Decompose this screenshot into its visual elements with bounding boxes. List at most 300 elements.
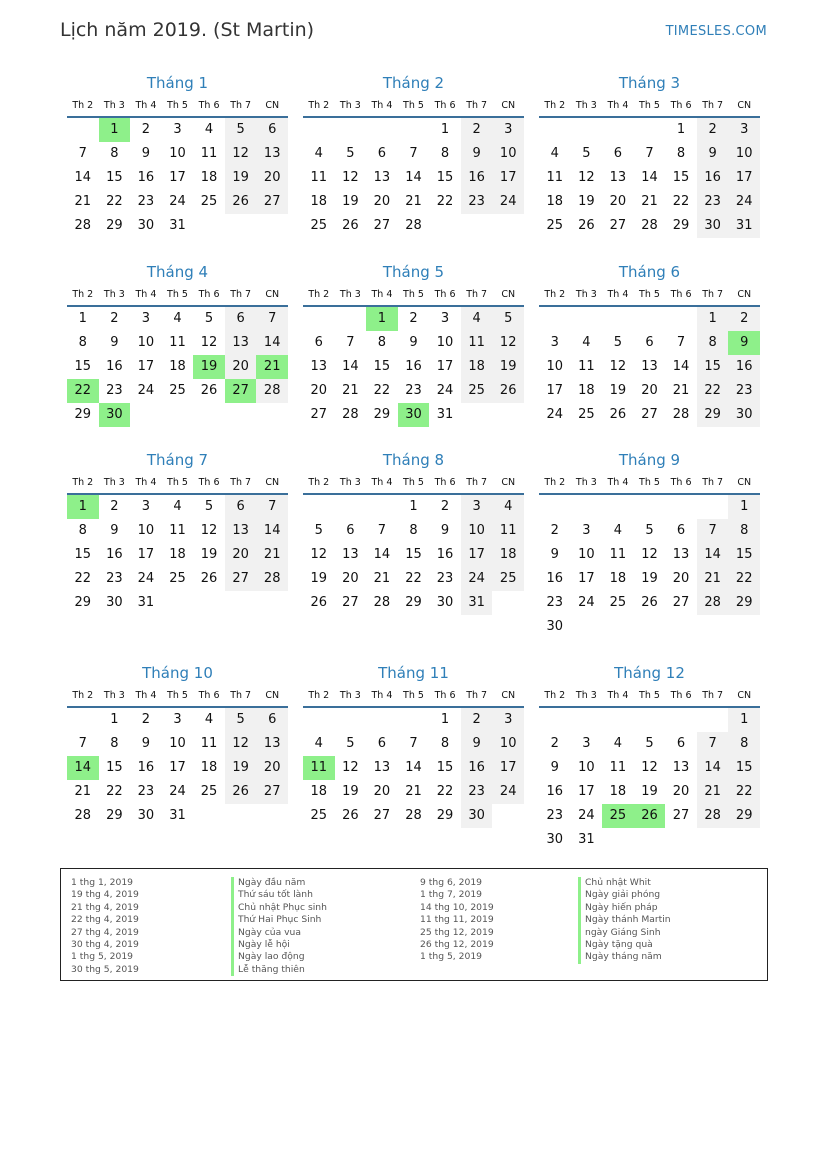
holiday-day-cell: 22 — [67, 379, 99, 403]
weekday-label: Th 5 — [403, 689, 424, 701]
day-cell: 9 — [550, 760, 559, 775]
weekday-label: Th 5 — [167, 99, 188, 111]
day-cell: 23 — [106, 383, 123, 398]
empty-cell — [634, 708, 666, 732]
month-name: Tháng 1 — [146, 74, 209, 92]
day-cell: 16 — [106, 547, 123, 562]
day-cell: 17 — [169, 760, 186, 775]
weekday-label: Th 6 — [198, 476, 220, 488]
weekday-label: Th 3 — [575, 99, 597, 111]
day-cell: 9 — [461, 142, 493, 166]
holiday-day-cell: 1 — [366, 307, 398, 331]
day-cell: 24 — [728, 190, 760, 214]
day-cell: 8 — [78, 523, 87, 538]
day-cell: 25 — [310, 808, 328, 823]
weekday-label: Th 3 — [103, 288, 125, 300]
day-cell: 5 — [492, 307, 524, 331]
weekday-header — [539, 471, 760, 495]
weekday-label: Th 2 — [544, 476, 566, 488]
weekday-label: Th 4 — [135, 689, 157, 701]
day-cell: 11 — [578, 359, 595, 374]
weekday-label: Th 6 — [434, 99, 456, 111]
day-cell: 1 — [728, 495, 760, 519]
day-cell: 8 — [409, 523, 418, 538]
day-cell: 22 — [106, 194, 123, 209]
day-cell: 7 — [256, 307, 288, 331]
day-cell: 11 — [492, 519, 524, 543]
day-cell: 6 — [676, 523, 686, 538]
legend-entry: 30 thg 5, 2019 — [71, 963, 139, 975]
weekday-header — [303, 684, 524, 708]
day-cell: 7 — [676, 335, 686, 350]
day-cell: 13 — [256, 142, 288, 166]
day-cell: 5 — [645, 523, 654, 538]
day-cell: 3 — [582, 736, 591, 751]
day-cell: 27 — [672, 808, 690, 823]
holiday-day-cell: 26 — [634, 804, 666, 828]
day-cell: 13 — [256, 732, 288, 756]
weekday-label: Th 3 — [339, 99, 361, 111]
weekday-label: Th 7 — [702, 689, 724, 701]
day-cell: 15 — [373, 359, 391, 374]
day-cell: 6 — [256, 708, 288, 732]
weekday-label: Th 3 — [103, 99, 125, 111]
day-cell: 29 — [74, 595, 92, 610]
day-cell: 29 — [728, 591, 760, 615]
day-cell: 28 — [672, 407, 690, 422]
day-cell: 13 — [672, 547, 690, 562]
day-cell: 8 — [676, 146, 686, 161]
empty-cell — [335, 118, 367, 142]
weekday-label: Th 2 — [544, 99, 566, 111]
day-cell: 7 — [409, 736, 418, 751]
day-cell: 24 — [578, 595, 595, 610]
holiday-day-cell: 9 — [728, 331, 760, 355]
weekday-label: Th 3 — [339, 476, 361, 488]
weekday-label: Th 3 — [103, 476, 125, 488]
day-cell: 24 — [169, 194, 186, 209]
day-cell: 9 — [141, 736, 151, 751]
day-cell: 18 — [461, 355, 493, 379]
weekday-label: Th 7 — [466, 476, 488, 488]
day-cell: 5 — [225, 118, 257, 142]
weekday-label: Th 2 — [72, 288, 94, 300]
day-cell: 31 — [728, 214, 760, 238]
weekday-label: Th 3 — [575, 689, 597, 701]
day-cell: 22 — [697, 379, 729, 403]
day-cell: 17 — [492, 166, 524, 190]
legend-entry: 21 thg 4, 2019 — [71, 901, 139, 913]
day-cell: 10 — [169, 736, 186, 751]
empty-cell — [539, 118, 571, 142]
day-cell: 14 — [342, 359, 359, 374]
weekday-header — [303, 94, 524, 118]
day-cell: 21 — [342, 383, 359, 398]
legend-entry: 25 thg 12, 2019 — [420, 926, 494, 938]
weekday-label: Th 7 — [466, 689, 488, 701]
day-cell: 28 — [697, 804, 729, 828]
empty-cell — [602, 307, 634, 331]
page-title: Lịch năm 2019. (St Martin) — [60, 19, 315, 41]
day-cell: 30 — [106, 595, 123, 610]
weekday-label: CN — [501, 476, 516, 488]
empty-cell — [303, 307, 335, 331]
day-cell: 22 — [436, 784, 454, 799]
weekday-label: Th 4 — [607, 288, 629, 300]
day-cell: 1 — [676, 122, 686, 137]
brand-link[interactable]: TIMESLES.COM — [665, 24, 767, 39]
day-cell: 18 — [310, 784, 328, 799]
day-cell: 22 — [106, 784, 123, 799]
day-cell: 2 — [440, 499, 450, 514]
day-cell: 17 — [461, 543, 493, 567]
day-cell: 26 — [641, 595, 658, 610]
holiday-day-cell: 21 — [256, 355, 288, 379]
day-cell: 3 — [173, 122, 182, 137]
day-cell: 29 — [74, 407, 92, 422]
empty-cell — [366, 708, 398, 732]
weekday-label: Th 5 — [639, 476, 660, 488]
day-cell: 16 — [137, 760, 155, 775]
day-cell: 30 — [546, 619, 564, 634]
day-cell: 23 — [137, 784, 155, 799]
holiday-day-cell: 25 — [602, 804, 634, 828]
day-cell: 28 — [405, 808, 422, 823]
legend-entry: Chủ nhật Whit — [578, 877, 671, 889]
day-cell: 17 — [728, 166, 760, 190]
legend-entry: Ngày tặng quà — [578, 939, 671, 951]
day-cell: 22 — [436, 194, 454, 209]
day-cell: 25 — [169, 383, 186, 398]
weekday-label: Th 3 — [575, 288, 597, 300]
day-cell: 24 — [546, 407, 564, 422]
day-cell: 28 — [74, 218, 92, 233]
day-cell: 9 — [697, 142, 729, 166]
day-cell: 16 — [546, 784, 564, 799]
legend-entry: 1 thg 5, 2019 — [71, 951, 134, 963]
month-name: Tháng 4 — [146, 263, 209, 281]
day-cell: 29 — [672, 218, 690, 233]
empty-cell — [571, 495, 603, 519]
day-grid — [539, 708, 760, 852]
weekday-label: Th 6 — [198, 689, 220, 701]
day-cell: 16 — [546, 571, 564, 586]
month-block — [67, 259, 288, 427]
day-cell: 24 — [492, 190, 524, 214]
day-cell: 3 — [582, 523, 591, 538]
day-cell: 27 — [310, 407, 328, 422]
day-cell: 2 — [550, 736, 559, 751]
month-name: Tháng 11 — [378, 664, 449, 682]
holiday-day-cell: 11 — [303, 756, 335, 780]
holiday-day-cell: 30 — [398, 403, 430, 427]
empty-cell — [571, 307, 603, 331]
legend-entry: 11 thg 11, 2019 — [420, 914, 494, 926]
weekday-label: Th 6 — [434, 689, 456, 701]
day-cell: 17 — [137, 359, 155, 374]
day-cell: 8 — [697, 331, 729, 355]
day-cell: 3 — [461, 495, 493, 519]
day-grid — [67, 708, 288, 828]
day-cell: 5 — [204, 499, 214, 514]
legend-entry: Ngày thánh Martin — [578, 914, 671, 926]
day-cell: 14 — [641, 170, 658, 185]
day-cell: 12 — [641, 760, 658, 775]
day-cell: 29 — [436, 808, 454, 823]
day-cell: 7 — [377, 523, 387, 538]
day-cell: 12 — [200, 523, 218, 538]
day-cell: 31 — [436, 407, 454, 422]
day-cell: 8 — [377, 335, 387, 350]
legend-entry: Lễ thăng thiên — [231, 964, 327, 976]
month-block — [303, 70, 524, 238]
day-grid — [303, 495, 524, 615]
day-cell: 1 — [440, 122, 450, 137]
day-cell: 16 — [697, 166, 729, 190]
day-cell: 1 — [78, 311, 87, 326]
legend-entry: Ngày lễ hội — [231, 939, 327, 951]
day-cell: 10 — [169, 146, 186, 161]
month-block — [303, 447, 524, 615]
day-cell: 18 — [578, 383, 595, 398]
day-cell: 2 — [110, 311, 119, 326]
day-cell: 1 — [409, 499, 418, 514]
day-cell: 10 — [728, 142, 760, 166]
day-cell: 2 — [141, 712, 151, 727]
day-cell: 5 — [613, 335, 623, 350]
day-cell: 8 — [110, 736, 119, 751]
day-cell: 3 — [173, 712, 182, 727]
empty-cell — [335, 708, 367, 732]
day-cell: 4 — [582, 335, 591, 350]
day-cell: 9 — [110, 523, 119, 538]
day-cell: 3 — [728, 118, 760, 142]
day-cell: 18 — [200, 760, 218, 775]
day-cell: 5 — [225, 708, 257, 732]
legend-entry: Chủ nhật Phục sinh — [231, 902, 327, 914]
day-cell: 26 — [200, 383, 218, 398]
day-cell: 13 — [225, 331, 257, 355]
weekday-label: CN — [737, 689, 752, 701]
day-cell: 18 — [169, 359, 186, 374]
day-cell: 4 — [461, 307, 493, 331]
day-cell: 7 — [697, 732, 729, 756]
day-cell: 19 — [609, 383, 627, 398]
day-cell: 11 — [200, 736, 218, 751]
weekday-label: Th 5 — [403, 476, 424, 488]
legend-entry: Ngày của vua — [231, 927, 327, 939]
day-cell: 26 — [609, 407, 627, 422]
day-cell: 16 — [461, 756, 493, 780]
weekday-label: Th 6 — [434, 476, 456, 488]
day-cell: 22 — [728, 780, 760, 804]
weekday-label: Th 6 — [198, 99, 220, 111]
day-cell: 14 — [405, 170, 422, 185]
day-cell: 16 — [137, 170, 155, 185]
day-cell: 15 — [74, 359, 92, 374]
weekday-label: Th 7 — [702, 476, 724, 488]
weekday-label: Th 5 — [403, 99, 424, 111]
day-cell: 24 — [137, 571, 155, 586]
day-cell: 8 — [78, 335, 87, 350]
weekday-label: Th 4 — [607, 99, 629, 111]
month-block — [539, 447, 760, 639]
day-cell: 17 — [492, 756, 524, 780]
day-cell: 15 — [697, 355, 729, 379]
day-cell: 12 — [342, 170, 359, 185]
day-cell: 16 — [436, 547, 454, 562]
holiday-day-cell: 19 — [193, 355, 225, 379]
weekday-label: Th 7 — [466, 288, 488, 300]
day-cell: 20 — [373, 784, 391, 799]
day-grid — [67, 118, 288, 238]
day-cell: 7 — [346, 335, 355, 350]
day-cell: 6 — [225, 307, 257, 331]
day-cell: 28 — [342, 407, 359, 422]
day-grid — [539, 118, 760, 238]
day-cell: 3 — [141, 499, 151, 514]
weekday-label: CN — [265, 476, 280, 488]
weekday-label: Th 2 — [308, 689, 330, 701]
month-name: Tháng 10 — [142, 664, 213, 682]
holiday-day-cell: 1 — [99, 118, 131, 142]
legend-entry: 1 thg 5, 2019 — [420, 951, 483, 963]
day-cell: 19 — [641, 784, 658, 799]
weekday-label: Th 7 — [230, 689, 252, 701]
day-cell: 14 — [697, 543, 729, 567]
empty-cell — [571, 118, 603, 142]
day-cell: 23 — [436, 571, 454, 586]
day-cell: 4 — [204, 712, 214, 727]
day-cell: 24 — [461, 567, 493, 591]
day-cell: 28 — [373, 595, 391, 610]
legend-entry: Thứ Hai Phục Sinh — [231, 914, 327, 926]
day-cell: 29 — [106, 218, 123, 233]
day-cell: 31 — [137, 595, 155, 610]
weekday-label: Th 3 — [339, 288, 361, 300]
day-cell: 11 — [200, 146, 218, 161]
day-cell: 25 — [546, 218, 564, 233]
day-grid — [303, 708, 524, 828]
weekday-header — [539, 283, 760, 307]
day-cell: 16 — [728, 355, 760, 379]
day-cell: 20 — [256, 756, 288, 780]
empty-cell — [67, 118, 99, 142]
empty-cell — [571, 708, 603, 732]
day-cell: 16 — [405, 359, 422, 374]
day-cell: 6 — [377, 736, 387, 751]
day-cell: 3 — [550, 335, 559, 350]
month-name: Tháng 3 — [618, 74, 681, 92]
weekday-label: Th 6 — [670, 288, 692, 300]
day-cell: 26 — [578, 218, 595, 233]
weekday-label: CN — [265, 689, 280, 701]
day-grid — [539, 307, 760, 427]
day-cell: 21 — [405, 784, 422, 799]
weekday-label: Th 5 — [167, 476, 188, 488]
weekday-header — [303, 283, 524, 307]
legend-entry: Ngày tháng năm — [578, 951, 671, 963]
day-cell: 2 — [550, 523, 559, 538]
empty-cell — [539, 307, 571, 331]
legend-entry: 9 thg 6, 2019 — [420, 877, 483, 888]
weekday-label: Th 6 — [198, 288, 220, 300]
day-cell: 28 — [256, 567, 288, 591]
legend-entry: Ngày hiến pháp — [578, 902, 671, 914]
day-cell: 14 — [373, 547, 391, 562]
day-cell: 30 — [436, 595, 454, 610]
day-cell: 7 — [78, 146, 87, 161]
day-cell: 24 — [137, 383, 155, 398]
day-cell: 17 — [546, 383, 564, 398]
legend-entry: Ngày giải phóng — [578, 889, 671, 901]
day-cell: 23 — [461, 780, 493, 804]
empty-cell — [366, 118, 398, 142]
day-cell: 23 — [697, 190, 729, 214]
day-cell: 27 — [342, 595, 359, 610]
day-cell: 23 — [405, 383, 422, 398]
day-cell: 12 — [310, 547, 328, 562]
day-cell: 7 — [645, 146, 654, 161]
day-cell: 23 — [728, 379, 760, 403]
day-cell: 6 — [225, 495, 257, 519]
day-cell: 1 — [697, 307, 729, 331]
legend-entry: Ngày đầu năm — [231, 877, 327, 889]
day-cell: 30 — [137, 218, 155, 233]
day-cell: 3 — [492, 118, 524, 142]
day-cell: 31 — [578, 832, 595, 847]
month-block — [539, 70, 760, 238]
day-cell: 8 — [728, 519, 760, 543]
day-cell: 10 — [461, 519, 493, 543]
day-cell: 19 — [200, 547, 218, 562]
weekday-header — [67, 471, 288, 495]
empty-cell — [398, 118, 430, 142]
day-cell: 15 — [436, 170, 454, 185]
day-cell: 15 — [672, 170, 690, 185]
day-cell: 4 — [550, 146, 559, 161]
day-cell: 28 — [697, 591, 729, 615]
weekday-label: Th 2 — [544, 689, 566, 701]
day-cell: 9 — [110, 335, 119, 350]
weekday-label: CN — [501, 99, 516, 111]
empty-cell — [303, 495, 335, 519]
month-block — [303, 259, 524, 427]
day-cell: 4 — [613, 736, 623, 751]
day-cell: 25 — [310, 218, 328, 233]
weekday-label: Th 4 — [371, 99, 393, 111]
day-cell: 14 — [74, 170, 92, 185]
day-cell: 12 — [609, 359, 627, 374]
day-cell: 11 — [461, 331, 493, 355]
day-cell: 3 — [492, 708, 524, 732]
day-cell: 27 — [373, 808, 391, 823]
day-cell: 6 — [645, 335, 654, 350]
weekday-label: Th 7 — [702, 288, 724, 300]
day-cell: 14 — [697, 756, 729, 780]
day-cell: 27 — [256, 780, 288, 804]
weekday-label: Th 5 — [639, 288, 660, 300]
day-cell: 6 — [676, 736, 686, 751]
day-cell: 20 — [641, 383, 658, 398]
day-cell: 5 — [346, 736, 355, 751]
day-cell: 10 — [546, 359, 564, 374]
weekday-label: Th 4 — [371, 689, 393, 701]
day-cell: 7 — [78, 736, 87, 751]
day-cell: 12 — [641, 547, 658, 562]
day-cell: 19 — [641, 571, 658, 586]
holiday-day-cell: 14 — [67, 756, 99, 780]
